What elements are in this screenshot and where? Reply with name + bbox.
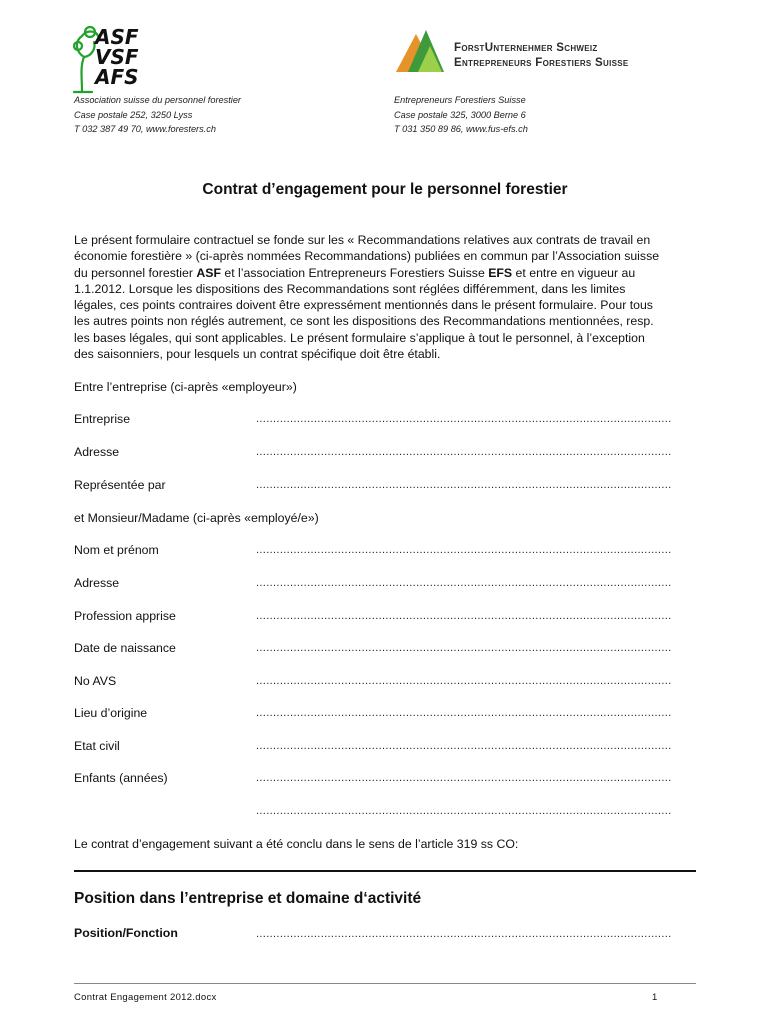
efs-abbrev: EFS <box>488 265 513 280</box>
field-nom-prenom-input[interactable]: .......................................................................................................................... <box>256 544 672 556</box>
intro-line: les autres points non réglés autrement, ce sont les dispositions des Recommandations mentionnées, resp. <box>74 314 654 329</box>
field-label-etat-civil: Etat civil <box>74 739 120 753</box>
section-title: Position dans l’entreprise et domaine d‘activité <box>74 890 422 907</box>
efs-address-line: T 031 350 89 86, www.fus-efs.ch <box>394 124 528 134</box>
field-label-nom-prenom: Nom et prénom <box>74 543 159 557</box>
asf-logo-text: ASF <box>95 25 139 49</box>
intro-line: Le présent formulaire contractuel se fonde sur les « Recommandations relatives aux contrats de travail en <box>74 233 651 247</box>
field-representee-par-input[interactable]: .......................................................................................................................... <box>256 479 672 491</box>
field-enfants-input[interactable]: .......................................................................................................................... <box>256 772 672 784</box>
field-etat-civil-input[interactable]: .......................................................................................................................... <box>256 740 672 752</box>
intro-line: 1.1.2012. Lorsque les dispositions des Recommandations sont réglées différemment, dans les limites <box>74 281 626 296</box>
field-lieu-origine-input[interactable]: .......................................................................................................................... <box>256 707 672 719</box>
intro-line: économie forestière » (ci-après nommées Recommandations) publiées en commun par l’Association suisse <box>74 249 660 264</box>
field-date-naissance-input[interactable]: .......................................................................................................................... <box>256 642 672 654</box>
footer-filename: Contrat Engagement 2012.docx <box>74 992 217 1003</box>
efs-logo <box>392 26 692 74</box>
efs-address <box>394 93 528 137</box>
field-entreprise-input[interactable]: .......................................................................................................................... <box>256 413 672 425</box>
efs-logo-line2: Entrepreneurs Forestiers Suisse <box>454 57 629 69</box>
field-label-enfants: Enfants (années) <box>74 771 168 785</box>
section-divider <box>74 870 696 872</box>
intro-paragraph <box>74 232 694 362</box>
employer-heading: Entre l’entreprise (ci-après «employeur») <box>74 380 297 394</box>
field-label-position: Position/Fonction <box>74 926 178 940</box>
intro-line: les bases légales, qui sont applicables. Le présent formulaire s’applique à tout le personnel, à l’exception <box>74 330 645 345</box>
field-label-adresse-employeur: Adresse <box>74 445 120 459</box>
field-label-no-avs: No AVS <box>74 674 117 688</box>
document-title: Contrat d’engagement pour le personnel forestier <box>202 181 568 198</box>
intro-text: du personnel forestier <box>74 265 197 280</box>
efs-address-line: Entrepreneurs Forestiers Suisse <box>394 95 526 105</box>
page-number: 1 <box>652 992 658 1003</box>
field-adresse-employeur-input[interactable]: .......................................................................................................................... <box>256 446 672 458</box>
field-label-entreprise: Entreprise <box>74 412 131 426</box>
asf-tree-icon <box>70 22 165 97</box>
asf-logo <box>70 22 165 97</box>
svg-text:AFS: AFS <box>95 65 139 89</box>
field-label-date-naissance: Date de naissance <box>74 641 176 655</box>
field-label-representee-par: Représentée par <box>74 478 166 492</box>
intro-text: et entre en vigueur au <box>512 265 636 280</box>
svg-text:VSF: VSF <box>95 45 139 69</box>
employee-heading: et Monsieur/Madame (ci-après «employé/e») <box>74 511 319 525</box>
field-label-lieu-origine: Lieu d’origine <box>74 706 148 720</box>
field-profession-input[interactable]: .......................................................................................................................... <box>256 610 672 622</box>
field-position-input[interactable]: .......................................................................................................................... <box>256 928 672 940</box>
field-label-profession: Profession apprise <box>74 609 176 623</box>
asf-address-line: Case postale 252, 3250 Lyss <box>74 109 193 120</box>
intro-line <box>74 265 694 281</box>
field-adresse-employe-input[interactable]: .......................................................................................................................... <box>256 577 672 589</box>
intro-line: légales, ces points contraires doivent être expressément mentionnés dans le présent formulaire. Pour tous <box>74 298 653 313</box>
field-enfants-extra-input[interactable]: .......................................................................................................................... <box>256 805 672 817</box>
asf-address-line: T 032 387 49 70, www.foresters.ch <box>74 124 216 134</box>
intro-line: des saisonniers, pour lesquels un contrat spécifique doit être établi. <box>74 347 441 362</box>
asf-address <box>74 93 241 137</box>
intro-text: et l’association Entrepreneurs Forestiers Suisse <box>220 265 489 280</box>
footer-divider <box>74 983 696 984</box>
contract-conclusion-text: Le contrat d’engagement suivant a été conclu dans le sens de l’article 319 ss CO: <box>74 837 519 851</box>
field-no-avs-input[interactable]: .......................................................................................................................... <box>256 675 672 687</box>
efs-logo-line1: ForstUnternehmer Schweiz <box>454 42 598 54</box>
field-label-adresse-employe: Adresse <box>74 576 120 590</box>
efs-address-line: Case postale 325, 3000 Berne 6 <box>394 109 526 120</box>
asf-address-line: Association suisse du personnel forestier <box>74 95 241 105</box>
efs-triangle-icon <box>392 26 452 74</box>
asf-abbrev: ASF <box>196 265 221 280</box>
